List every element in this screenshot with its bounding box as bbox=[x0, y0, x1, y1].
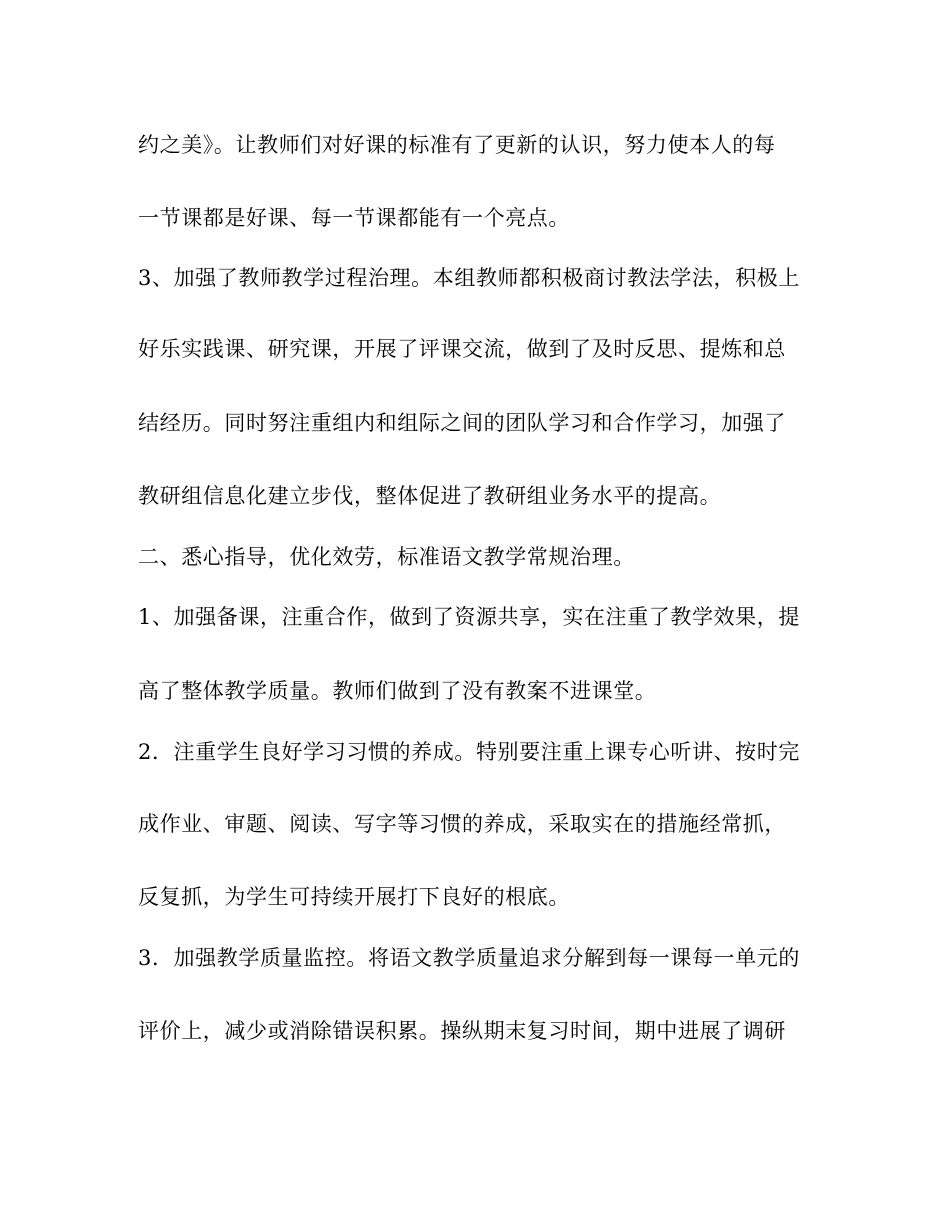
text-line-2: 一节课都是好课、每一节课都能有一个亮点。 bbox=[138, 206, 570, 230]
text-line-3: 3、加强了教师教学过程治理。本组教师都积极商讨教法学法，积极上 bbox=[138, 266, 800, 290]
text-line-8: 1、加强备课，注重合作，做到了资源共享，实在注重了教学效果，提 bbox=[138, 605, 800, 629]
text-line-5: 结经历。同时努注重组内和组际之间的团队学习和合作学习，加强了 bbox=[138, 411, 786, 435]
text-line-7: 二、悉心指导，优化效劳，标准语文教学常规治理。 bbox=[138, 545, 635, 569]
text-line-12: 反复抓，为学生可持续开展打下良好的根底。 bbox=[138, 885, 570, 909]
text-line-1: 约之美》。让教师们对好课的标准有了更新的认识，努力使本人的每 bbox=[138, 133, 776, 157]
text-line-14: 评价上，减少或消除错误积累。操纵期末复习时间，期中进展了调研 bbox=[138, 1019, 786, 1043]
text-line-6: 教研组信息化建立步伐，整体促进了教研组业务水平的提高。 bbox=[138, 484, 722, 508]
text-line-13: 3．加强教学质量监控。将语文教学质量追求分解到每一课每一单元的 bbox=[138, 946, 800, 970]
text-line-9: 高了整体教学质量。教师们做到了没有教案不进课堂。 bbox=[138, 679, 657, 703]
text-line-4: 好乐实践课、研究课，开展了评课交流，做到了及时反思、提炼和总 bbox=[138, 337, 786, 361]
text-line-11: 成作业、审题、阅读、写字等习惯的养成，采取实在的措施经常抓， bbox=[138, 812, 786, 836]
text-line-10: 2．注重学生良好学习习惯的养成。特别要注重上课专心听讲、按时完 bbox=[138, 740, 800, 764]
